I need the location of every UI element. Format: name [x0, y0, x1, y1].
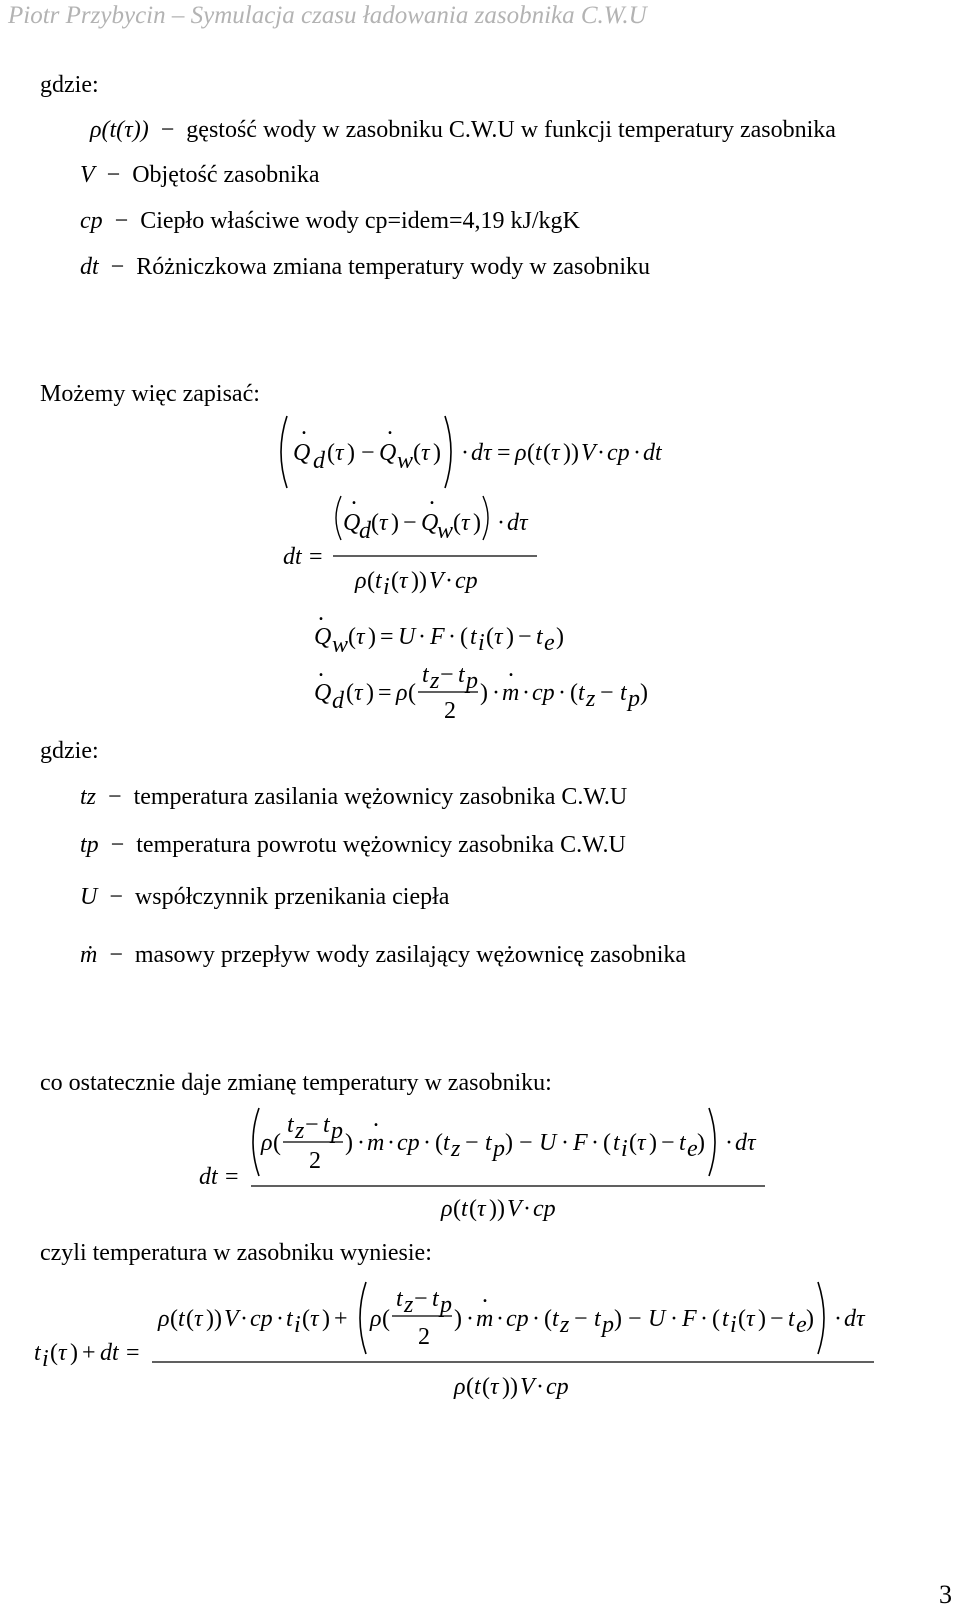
svg-text:t: t — [178, 1306, 185, 1332]
svg-text:t: t — [722, 1306, 729, 1332]
svg-text:−: − — [628, 1306, 642, 1332]
svg-text:): ) — [454, 1306, 462, 1332]
svg-text:ρ: ρ — [261, 1130, 273, 1156]
svg-text:t: t — [536, 624, 543, 650]
svg-text:): ) — [366, 680, 374, 706]
svg-text:+: + — [334, 1306, 348, 1332]
svg-text:·: · — [496, 1306, 504, 1332]
svg-text:ρ: ρ — [396, 680, 408, 706]
svg-text:p: p — [466, 668, 478, 694]
svg-text:τ: τ — [58, 1340, 67, 1366]
svg-text:τ: τ — [421, 440, 430, 466]
svg-text:τ: τ — [490, 1374, 499, 1400]
svg-text:·: · — [633, 440, 641, 466]
svg-text:z: z — [560, 1312, 570, 1338]
svg-text:Q: Q — [314, 680, 332, 706]
svg-text:dτ: dτ — [735, 1130, 756, 1156]
equation-energy-balance — [275, 412, 695, 497]
svg-text:t: t — [323, 1112, 330, 1138]
svg-text:dt: dt — [199, 1164, 218, 1190]
svg-text:V: V — [507, 1196, 522, 1222]
svg-text:cp: cp — [250, 1306, 273, 1332]
svg-text:.: . — [482, 1282, 488, 1308]
svg-text:·: · — [357, 1130, 365, 1156]
svg-text:cp: cp — [532, 680, 555, 706]
svg-text:−: − — [600, 680, 614, 706]
where-label-1: gdzie: — [40, 72, 99, 98]
definition-density — [90, 117, 836, 144]
svg-text:i: i — [294, 1312, 301, 1338]
svg-text:(: ( — [327, 440, 335, 466]
svg-text:.: . — [318, 656, 324, 682]
svg-text:d: d — [313, 448, 325, 474]
svg-text:·: · — [558, 680, 566, 706]
svg-text:t: t — [458, 662, 465, 688]
svg-text:−: − — [414, 1286, 428, 1312]
svg-text:t: t — [552, 1306, 559, 1332]
svg-text:F: F — [573, 1130, 588, 1156]
svg-text:−: − — [361, 440, 375, 466]
svg-text:·: · — [497, 510, 505, 536]
svg-text:·: · — [418, 624, 426, 650]
svg-text:)): )) — [502, 1374, 518, 1400]
definition-text: współczynnik przenikania ciepła — [134, 884, 450, 910]
svg-text:t: t — [474, 1374, 481, 1400]
svg-text:cp: cp — [397, 1130, 420, 1156]
svg-text:(: ( — [453, 1196, 461, 1222]
dash: − — [102, 784, 128, 810]
svg-text:(: ( — [469, 1196, 477, 1222]
svg-text:t: t — [470, 624, 477, 650]
svg-text:i: i — [478, 630, 485, 656]
svg-text:−: − — [519, 1130, 533, 1156]
svg-text:(: ( — [466, 1374, 474, 1400]
svg-text:m: m — [476, 1306, 494, 1332]
svg-text:V: V — [224, 1306, 239, 1332]
svg-text:(: ( — [603, 1130, 611, 1156]
definition-mass-flow — [80, 942, 686, 969]
svg-text:τ: τ — [356, 624, 365, 650]
svg-text:−: − — [518, 624, 532, 650]
definition-u — [80, 884, 449, 911]
definition-symbol: tp — [80, 832, 99, 858]
svg-text:ρ: ρ — [158, 1306, 170, 1332]
intro-text-3: co ostatecznie daje zmianę temperatury w zasobniku: — [40, 1070, 552, 1096]
svg-text:·: · — [532, 1306, 540, 1332]
svg-text:z: z — [430, 668, 440, 694]
svg-text:): ) — [506, 624, 514, 650]
definition-symbol: dt — [80, 254, 99, 280]
dash: − — [103, 884, 129, 910]
definition-tp — [80, 832, 626, 859]
svg-text:·: · — [276, 1306, 284, 1332]
svg-text:dt: dt — [100, 1340, 119, 1366]
svg-text:=: = — [225, 1164, 239, 1190]
svg-text:2: 2 — [418, 1324, 430, 1350]
svg-text:cp: cp — [607, 440, 630, 466]
svg-text:F: F — [682, 1306, 697, 1332]
svg-text:i: i — [730, 1312, 737, 1338]
svg-text:t: t — [485, 1130, 492, 1156]
svg-text:·: · — [522, 680, 530, 706]
svg-text:): ) — [433, 440, 441, 466]
svg-text:−: − — [770, 1306, 784, 1332]
svg-text:p: p — [602, 1312, 614, 1338]
svg-text:w: w — [397, 448, 414, 474]
svg-text:(: ( — [382, 1306, 390, 1332]
svg-text:+: + — [82, 1340, 96, 1366]
where-label-2: gdzie: — [40, 738, 99, 764]
svg-text:z: z — [295, 1118, 305, 1144]
svg-text:)): )) — [411, 568, 427, 594]
svg-text:.: . — [301, 414, 307, 440]
svg-text:(: ( — [413, 440, 421, 466]
svg-text:): ) — [649, 1130, 657, 1156]
svg-text:)): )) — [206, 1306, 222, 1332]
svg-text:ρ: ρ — [454, 1374, 466, 1400]
svg-text:(: ( — [543, 440, 551, 466]
svg-text:·: · — [445, 568, 453, 594]
definition-volume — [80, 162, 320, 189]
dash: − — [104, 832, 131, 858]
svg-text:=: = — [126, 1340, 140, 1366]
svg-text:·: · — [387, 1130, 395, 1156]
svg-text:.: . — [387, 414, 393, 440]
svg-text:p: p — [628, 686, 640, 712]
svg-text:p: p — [440, 1292, 452, 1318]
svg-text:dt: dt — [283, 544, 302, 570]
svg-text:i: i — [621, 1136, 628, 1162]
svg-text:·: · — [725, 1130, 733, 1156]
svg-text:τ: τ — [354, 680, 363, 706]
svg-text:m: m — [367, 1130, 385, 1156]
svg-text:t: t — [34, 1340, 41, 1366]
svg-text:τ: τ — [379, 510, 388, 536]
svg-text:U: U — [539, 1130, 557, 1156]
definition-symbol: ṁ — [80, 942, 98, 968]
definition-dt — [80, 254, 650, 281]
svg-text:ρ: ρ — [355, 568, 367, 594]
svg-text:): ) — [70, 1340, 78, 1366]
svg-text:=: = — [309, 544, 323, 570]
svg-text:): ) — [391, 510, 399, 536]
definition-symbol: tz — [80, 784, 97, 810]
svg-text:−: − — [403, 510, 417, 536]
svg-text:t: t — [594, 1306, 601, 1332]
dash: − — [104, 254, 131, 280]
svg-text:): ) — [614, 1306, 622, 1332]
svg-text:τ: τ — [399, 568, 408, 594]
svg-text:·: · — [492, 680, 500, 706]
svg-text:i: i — [383, 574, 390, 600]
svg-text:w: w — [332, 632, 349, 658]
equation-final-temperature — [30, 1276, 910, 1411]
svg-text:): ) — [480, 680, 488, 706]
svg-text:=: = — [497, 440, 511, 466]
svg-text:ρ: ρ — [441, 1196, 453, 1222]
svg-text:Q: Q — [421, 510, 439, 536]
svg-text:d: d — [332, 688, 344, 714]
svg-text:t: t — [287, 1112, 294, 1138]
svg-text:t: t — [613, 1130, 620, 1156]
svg-text:t: t — [679, 1130, 686, 1156]
svg-text:(: ( — [460, 624, 468, 650]
svg-text:·: · — [591, 1130, 599, 1156]
svg-text:t: t — [443, 1130, 450, 1156]
svg-text:e: e — [544, 630, 555, 656]
svg-text:F: F — [430, 624, 445, 650]
svg-text:t: t — [422, 662, 429, 688]
svg-text:cp: cp — [546, 1374, 569, 1400]
svg-text:τ: τ — [335, 440, 344, 466]
svg-text:Q: Q — [314, 624, 332, 650]
svg-text:V: V — [429, 568, 444, 594]
svg-text:(: ( — [570, 680, 578, 706]
equation-svg — [275, 484, 575, 600]
svg-text:(: ( — [712, 1306, 720, 1332]
svg-text:(: ( — [486, 624, 494, 650]
svg-text:(: ( — [435, 1130, 443, 1156]
svg-text:dt: dt — [643, 440, 662, 466]
svg-text:(: ( — [453, 510, 461, 536]
dash: − — [108, 208, 135, 234]
svg-text:.: . — [508, 656, 514, 682]
svg-text:(: ( — [482, 1374, 490, 1400]
definition-text: gęstość wody w zasobniku C.W.U w funkcji temperatury zasobnika — [186, 117, 836, 143]
svg-text:t: t — [578, 680, 585, 706]
svg-text:Q: Q — [293, 440, 311, 466]
svg-text:(: ( — [273, 1130, 281, 1156]
svg-text:(: ( — [391, 568, 399, 594]
svg-text:cp: cp — [455, 568, 478, 594]
svg-text:−: − — [440, 662, 454, 688]
dash: − — [154, 117, 181, 143]
intro-text-2: Możemy więc zapisać: — [40, 381, 260, 407]
svg-text:(: ( — [408, 680, 416, 706]
svg-text:V: V — [581, 440, 596, 466]
svg-text:t: t — [396, 1286, 403, 1312]
svg-text:): ) — [556, 624, 564, 650]
definition-text: Ciepło właściwe wody cp=idem=4,19 kJ/kgK — [140, 208, 580, 234]
svg-text:m: m — [502, 680, 520, 706]
svg-text:w: w — [437, 518, 454, 544]
svg-text:τ: τ — [494, 624, 503, 650]
svg-text:·: · — [461, 440, 469, 466]
svg-text:·: · — [700, 1306, 708, 1332]
svg-text:.: . — [351, 484, 357, 510]
equation-svg — [195, 1104, 795, 1228]
svg-text:e: e — [687, 1136, 698, 1162]
svg-text:−: − — [574, 1306, 588, 1332]
svg-text:ρ: ρ — [370, 1306, 382, 1332]
svg-text:)): )) — [563, 440, 579, 466]
svg-text:cp: cp — [506, 1306, 529, 1332]
svg-text:t: t — [461, 1196, 468, 1222]
svg-text:U: U — [398, 624, 416, 650]
svg-text:): ) — [697, 1130, 705, 1156]
svg-text:): ) — [806, 1306, 814, 1332]
equation-svg — [310, 656, 690, 730]
svg-text:): ) — [505, 1130, 513, 1156]
svg-text:(: ( — [544, 1306, 552, 1332]
svg-text:dτ: dτ — [507, 510, 528, 536]
svg-text:(: ( — [738, 1306, 746, 1332]
svg-text:): ) — [347, 440, 355, 466]
page-number: 3 — [939, 1580, 952, 1609]
svg-text:ρ: ρ — [515, 440, 527, 466]
svg-text:p: p — [493, 1136, 505, 1162]
definition-text: masowy przepływ wody zasilający wężownicę zasobnika — [134, 942, 687, 968]
svg-text:): ) — [640, 680, 648, 706]
svg-text:τ: τ — [551, 440, 560, 466]
dash: − — [103, 942, 129, 968]
svg-text:τ: τ — [310, 1306, 319, 1332]
svg-text:·: · — [423, 1130, 431, 1156]
svg-text:τ: τ — [461, 510, 470, 536]
svg-text:Q: Q — [343, 510, 361, 536]
svg-text:): ) — [345, 1130, 353, 1156]
definition-symbol: ρ(t(τ)) — [90, 117, 149, 143]
svg-text:): ) — [322, 1306, 330, 1332]
svg-text:(: ( — [348, 624, 356, 650]
definition-symbol: U — [80, 884, 98, 910]
svg-text:t: t — [286, 1306, 293, 1332]
equation-final-dt — [195, 1104, 795, 1233]
svg-text:2: 2 — [309, 1148, 321, 1174]
svg-text:(: ( — [371, 510, 379, 536]
svg-text:−: − — [465, 1130, 479, 1156]
svg-text:t: t — [788, 1306, 795, 1332]
svg-text:i: i — [42, 1346, 49, 1372]
svg-text:)): )) — [489, 1196, 505, 1222]
page-header: Piotr Przybycin – Symulacja czasu ładowania zasobnika C.W.U — [8, 2, 647, 29]
equation-dt — [275, 484, 575, 603]
svg-text:V: V — [520, 1374, 535, 1400]
svg-text:dτ: dτ — [471, 440, 492, 466]
svg-text:·: · — [523, 1196, 531, 1222]
svg-text:z: z — [451, 1136, 461, 1162]
svg-text:·: · — [597, 440, 605, 466]
svg-text:=: = — [380, 624, 394, 650]
svg-text:t: t — [535, 440, 542, 466]
svg-text:z: z — [404, 1292, 414, 1318]
svg-text:t: t — [375, 568, 382, 594]
svg-text:(: ( — [527, 440, 535, 466]
svg-text:): ) — [473, 510, 481, 536]
equation-qw — [310, 600, 590, 663]
equation-svg — [30, 1276, 910, 1406]
svg-text:τ: τ — [746, 1306, 755, 1332]
definition-symbol: cp — [80, 208, 103, 234]
svg-text:·: · — [536, 1374, 544, 1400]
svg-text:τ: τ — [194, 1306, 203, 1332]
svg-text:·: · — [834, 1306, 842, 1332]
svg-text:·: · — [466, 1306, 474, 1332]
svg-text:·: · — [561, 1130, 569, 1156]
svg-text:Q: Q — [379, 440, 397, 466]
definition-symbol: V — [80, 162, 95, 188]
svg-text:.: . — [429, 484, 435, 510]
svg-text:(: ( — [346, 680, 354, 706]
equation-svg — [310, 600, 590, 658]
definition-text: Różniczkowa zmiana temperatury wody w zasobniku — [136, 254, 651, 280]
svg-text:d: d — [359, 518, 371, 544]
svg-text:(: ( — [302, 1306, 310, 1332]
svg-text:=: = — [378, 680, 392, 706]
svg-text:p: p — [331, 1118, 343, 1144]
svg-text:(: ( — [186, 1306, 194, 1332]
svg-text:2: 2 — [444, 698, 456, 724]
equation-svg — [275, 412, 695, 492]
equation-qd — [310, 656, 690, 735]
svg-text:): ) — [368, 624, 376, 650]
definition-tz — [80, 784, 627, 811]
svg-text:.: . — [318, 600, 324, 626]
svg-text:): ) — [758, 1306, 766, 1332]
svg-text:U: U — [648, 1306, 666, 1332]
svg-text:dτ: dτ — [844, 1306, 865, 1332]
svg-text:cp: cp — [533, 1196, 556, 1222]
definition-text: temperatura zasilania wężownicy zasobnika C.W.U — [133, 784, 628, 810]
intro-text-4: czyli temperatura w zasobniku wyniesie: — [40, 1240, 432, 1266]
svg-text:z: z — [586, 686, 596, 712]
definition-text: temperatura powrotu wężownicy zasobnika C.W.U — [136, 832, 626, 858]
svg-text:e: e — [796, 1312, 807, 1338]
svg-text:(: ( — [629, 1130, 637, 1156]
svg-text:·: · — [670, 1306, 678, 1332]
svg-text:τ: τ — [637, 1130, 646, 1156]
svg-text:t: t — [432, 1286, 439, 1312]
svg-text:(: ( — [50, 1340, 58, 1366]
svg-text:(: ( — [367, 568, 375, 594]
svg-text:(: ( — [170, 1306, 178, 1332]
svg-text:τ: τ — [477, 1196, 486, 1222]
svg-text:.: . — [373, 1106, 379, 1132]
svg-text:·: · — [240, 1306, 248, 1332]
svg-text:t: t — [620, 680, 627, 706]
svg-text:−: − — [661, 1130, 675, 1156]
dash: − — [100, 162, 127, 188]
definition-text: Objętość zasobnika — [132, 162, 320, 188]
svg-text:·: · — [448, 624, 456, 650]
svg-text:−: − — [305, 1112, 319, 1138]
definition-specific-heat — [80, 208, 580, 235]
